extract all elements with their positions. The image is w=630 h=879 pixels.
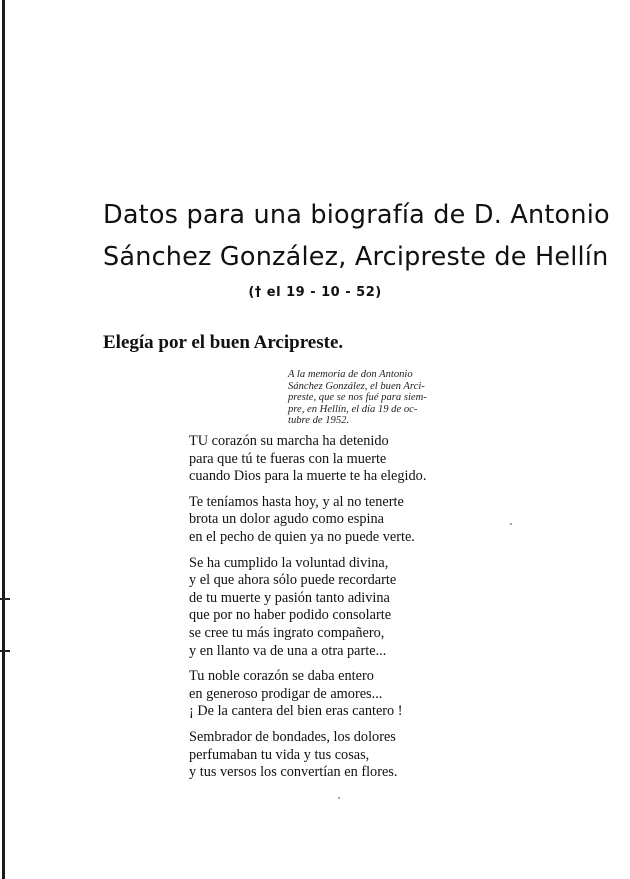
poem-verse: que por no haber podido consolarte bbox=[189, 607, 392, 624]
poem-verse: Te teníamos hasta hoy, y al no tenerte bbox=[189, 493, 404, 510]
epigraph-line: tubre de 1952. bbox=[288, 415, 350, 426]
paper-speck bbox=[510, 523, 512, 525]
poem-verse: y tus versos los convertían en flores. bbox=[189, 764, 398, 781]
poem-verse: brota un dolor agudo como espina bbox=[189, 511, 384, 528]
poem-verse: y en llanto va de una a otra parte... bbox=[189, 642, 387, 659]
poem-verse: de tu muerte y pasión tanto adivina bbox=[189, 589, 390, 606]
section-heading: Elegía por el buen Arcipreste. bbox=[103, 332, 344, 353]
poem-verse: perfumaban tu vida y tus cosas, bbox=[189, 746, 370, 763]
poem-stanza bbox=[189, 494, 449, 547]
poem-stanza bbox=[189, 668, 449, 721]
poem-stanza bbox=[189, 729, 449, 782]
poem-verse: Tu noble corazón se daba entero bbox=[189, 668, 374, 685]
page-binding-edge bbox=[2, 0, 5, 879]
paper-speck bbox=[338, 797, 340, 799]
poem-verse: en generoso prodigar de amores... bbox=[189, 685, 383, 702]
epigraph bbox=[288, 369, 468, 427]
epigraph-line: Sánchez González, el buen Arci- bbox=[288, 380, 425, 392]
binding-mark bbox=[0, 650, 10, 652]
poem bbox=[189, 433, 449, 790]
epigraph-line: preste, que se nos fué para siem- bbox=[288, 392, 427, 403]
death-date: († el 19 - 10 - 52) bbox=[248, 285, 382, 300]
poem-stanza bbox=[189, 555, 449, 661]
poem-stanza bbox=[189, 433, 449, 486]
poem-verse: y el que ahora sólo puede recordarte bbox=[189, 572, 397, 589]
poem-verse: se cree tu más ingrato compañero, bbox=[189, 624, 385, 641]
poem-verse: Se ha cumplido la voluntad divina, bbox=[189, 554, 389, 571]
poem-verse: Sembrador de bondades, los dolores bbox=[189, 728, 396, 745]
poem-verse: ¡ De la cantera del bien eras cantero ! bbox=[189, 703, 403, 720]
document-title-line-2: Sánchez González, Arcipreste de Hellín bbox=[103, 242, 609, 272]
epigraph-line: A la memoria de don Antonio bbox=[288, 369, 413, 380]
poem-verse: para que tú te fueras con la muerte bbox=[189, 450, 387, 467]
binding-mark bbox=[0, 598, 10, 600]
poem-verse: TU corazón su marcha ha detenido bbox=[189, 433, 389, 449]
document-title-line-1: Datos para una biografía de D. Antonio bbox=[103, 200, 610, 230]
epigraph-line: pre, en Hellín, el día 19 de oc- bbox=[288, 403, 418, 415]
poem-verse: en el pecho de quien ya no puede verte. bbox=[189, 528, 415, 545]
poem-verse: cuando Dios para la muerte te ha elegido. bbox=[189, 468, 427, 485]
